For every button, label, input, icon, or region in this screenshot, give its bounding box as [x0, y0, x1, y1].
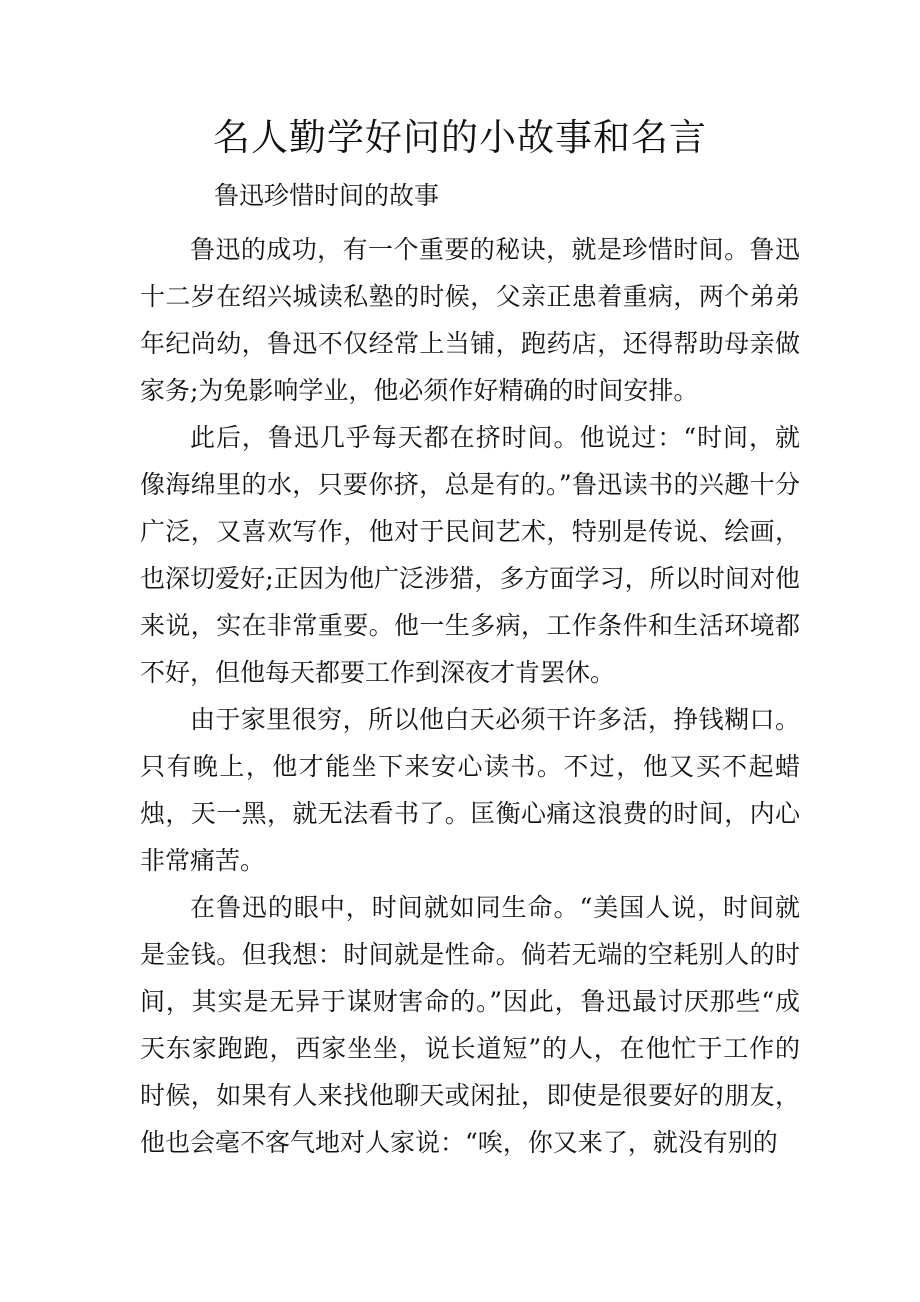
- document-body: [140, 226, 800, 1166]
- paragraph-1: 鲁迅的成功，有一个重要的秘诀，就是珍惜时间。鲁迅十二岁在绍兴城读私塾的时候，父亲正患着重病，两个弟弟年纪尚幼，鲁迅不仅经常上当铺，跑药店，还得帮助母亲做家务;为免影响学业，他必须作好精确的时间安排。: [140, 235, 800, 405]
- document-title: 名人勤学好问的小故事和名言: [213, 116, 707, 159]
- paragraph-2: 此后，鲁迅几乎每天都在挤时间。他说过：“时间，就像海绵里的水，只要你挤，总是有的。”鲁迅读书的兴趣十分广泛，又喜欢写作，他对于民间艺术，特别是传说、绘画，也深切爱好;正因为他广泛涉猎，多方面学习，所以时间对他来说，实在非常重要。他一生多病，工作条件和生活环境都不好，但他每天都要工作到深夜才肯罢休。: [140, 423, 800, 687]
- paragraph-4: 在鲁迅的眼中，时间就如同生命。“美国人说，时间就是金钱。但我想：时间就是性命。倘若无端的空耗别人的时间，其实是无异于谋财害命的。”因此，鲁迅最讨厌那些“成天东家跑跑，西家坐坐，说长道短”的人，在他忙于工作的时候，如果有人来找他聊天或闲扯，即使是很要好的朋友，他也会毫不客气地对人家说：“唉，你又来了，就没有别的: [140, 893, 800, 1157]
- section-heading: 鲁迅珍惜时间的故事: [214, 181, 440, 210]
- paragraph-3: 由于家里很穷，所以他白天必须干许多活，挣钱糊口。只有晚上，他才能坐下来安心读书。不过，他又买不起蜡烛，天一黑，就无法看书了。匡衡心痛这浪费的时间，内心非常痛苦。: [140, 705, 800, 875]
